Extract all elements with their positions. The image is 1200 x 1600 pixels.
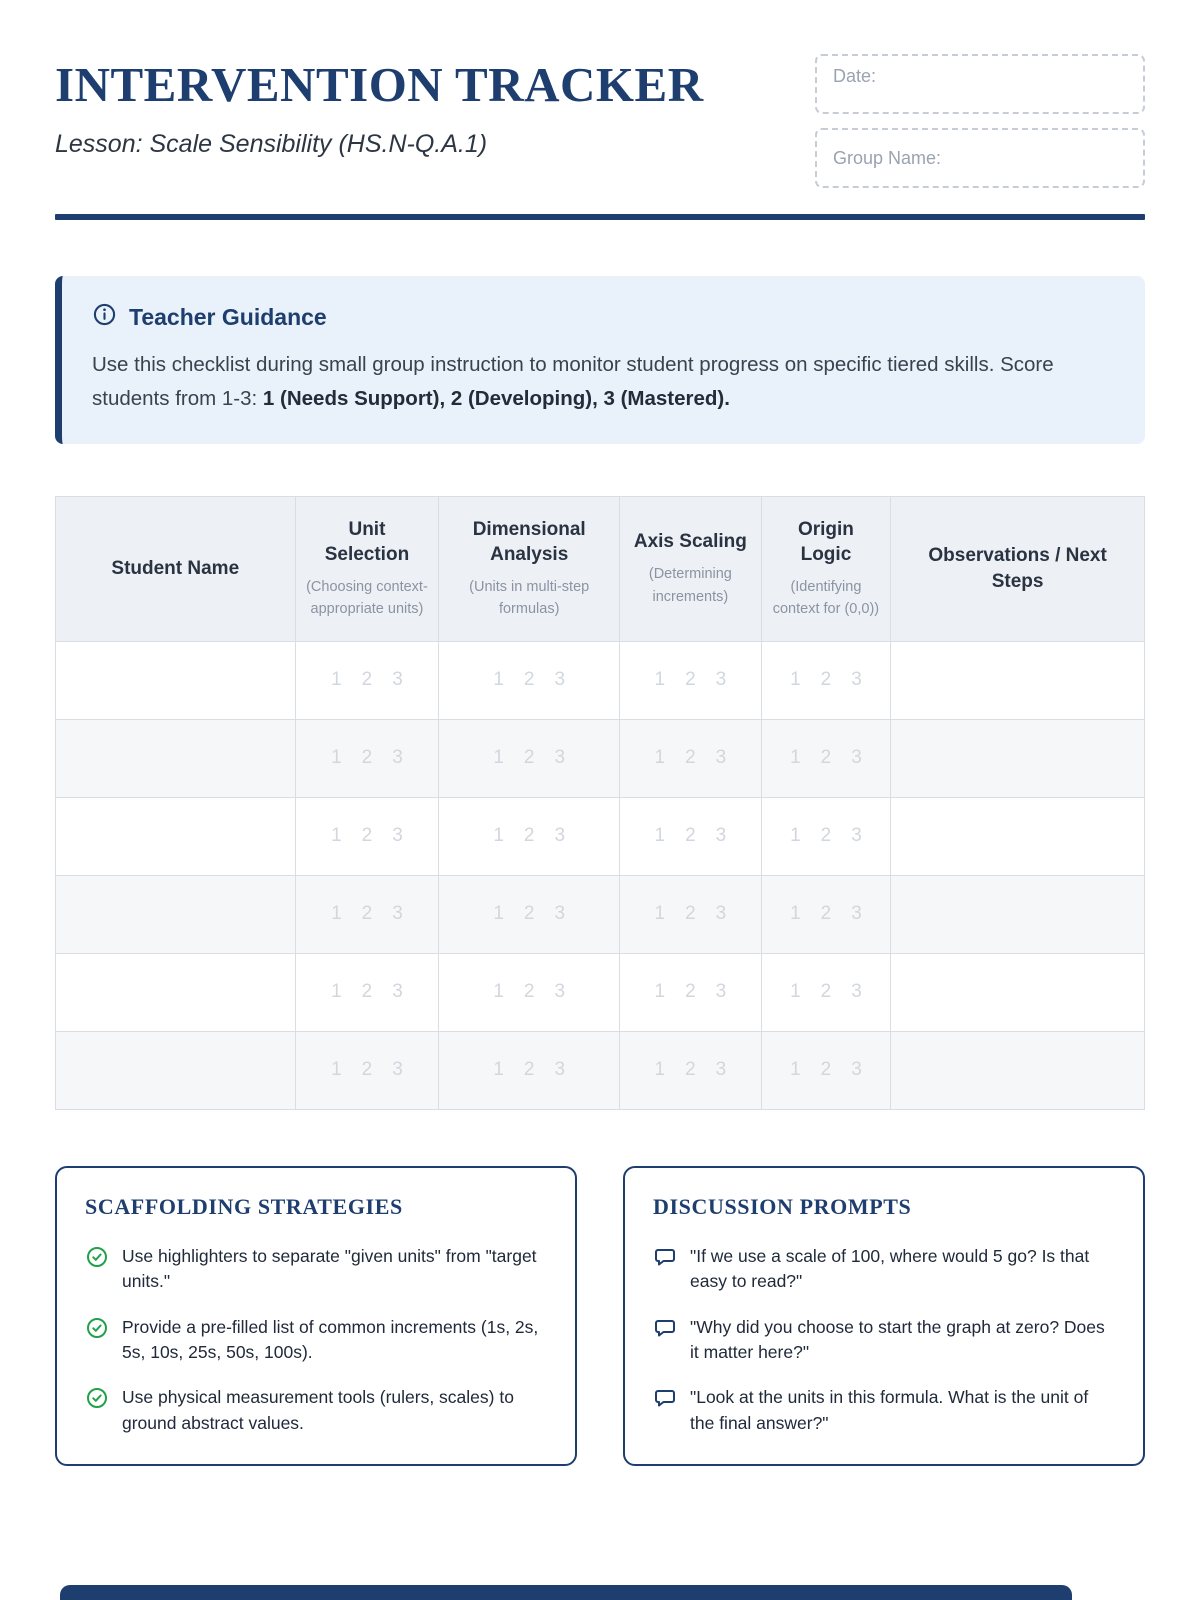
score-option-3[interactable]: 3: [715, 669, 727, 691]
score-option-1[interactable]: 1: [331, 1059, 342, 1081]
score-option-1[interactable]: 1: [654, 669, 666, 691]
unit-selection-score-cell: [295, 1031, 439, 1109]
prompts-list: [653, 1244, 1115, 1436]
score-options: [296, 747, 439, 769]
score-option-1[interactable]: 1: [331, 669, 342, 691]
score-option-3[interactable]: 3: [851, 669, 862, 691]
score-option-2[interactable]: 2: [361, 825, 373, 847]
page-title: INTERVENTION TRACKER: [55, 57, 704, 112]
score-option-1[interactable]: 1: [654, 903, 666, 925]
column-header-axis-scaling: [620, 496, 762, 641]
score-option-1[interactable]: 1: [790, 669, 801, 691]
score-option-3[interactable]: 3: [851, 825, 862, 847]
score-option-3[interactable]: 3: [715, 981, 727, 1003]
score-options: [296, 1059, 439, 1081]
date-field[interactable]: [815, 54, 1145, 114]
origin-logic-score-cell: [761, 797, 891, 875]
score-option-2[interactable]: 2: [523, 825, 535, 847]
score-option-1[interactable]: 1: [790, 825, 801, 847]
score-option-3[interactable]: 3: [392, 669, 403, 691]
score-option-2[interactable]: 2: [685, 981, 696, 1003]
score-option-2[interactable]: 2: [523, 669, 535, 691]
score-option-3[interactable]: 3: [851, 747, 862, 769]
score-options: [439, 903, 619, 925]
dimensional-analysis-score-cell: [439, 953, 620, 1031]
origin-logic-score-cell: [761, 953, 891, 1031]
score-options: [296, 981, 439, 1003]
scaffolding-item-text: Use physical measurement tools (rulers, scales) to ground abstract values.: [122, 1387, 514, 1433]
prompts-title: DISCUSSION PROMPTS: [653, 1193, 912, 1219]
dimensional-analysis-score-cell: [439, 1031, 620, 1109]
scaffolding-strategies-card: [55, 1166, 577, 1466]
score-option-2[interactable]: 2: [820, 903, 832, 925]
score-option-3[interactable]: 3: [392, 747, 403, 769]
score-option-1[interactable]: 1: [493, 1059, 504, 1081]
score-option-3[interactable]: 3: [715, 903, 727, 925]
score-options: [620, 903, 761, 925]
observations-cell[interactable]: [891, 719, 1145, 797]
score-option-2[interactable]: 2: [820, 981, 832, 1003]
axis-scaling-score-cell: [620, 719, 762, 797]
score-option-1[interactable]: 1: [790, 981, 801, 1003]
axis-scaling-score-cell: [620, 875, 762, 953]
score-option-1[interactable]: 1: [331, 981, 342, 1003]
column-header-origin-logic: [761, 496, 891, 641]
score-options: [620, 981, 761, 1003]
score-options: [620, 1059, 761, 1081]
score-option-1[interactable]: 1: [654, 981, 666, 1003]
score-options: [620, 669, 761, 691]
dimensional-analysis-score-cell: [439, 797, 620, 875]
discussion-prompt-item: [653, 1315, 1115, 1366]
score-option-2[interactable]: 2: [685, 1059, 696, 1081]
observations-cell[interactable]: [891, 641, 1145, 719]
student-row: [56, 641, 1145, 719]
score-option-2[interactable]: 2: [361, 1059, 373, 1081]
check-circle-icon: [85, 1315, 109, 1366]
score-option-2[interactable]: 2: [820, 825, 832, 847]
discussion-prompts-card: [623, 1166, 1145, 1466]
score-option-3[interactable]: 3: [851, 981, 862, 1003]
score-options: [762, 1059, 891, 1081]
discussion-prompt-item-text: "Why did you choose to start the graph at zero? Does it matter here?": [690, 1316, 1105, 1362]
discussion-prompt-item-text: "If we use a scale of 100, where would 5 go? Is that easy to read?": [690, 1245, 1090, 1292]
scaffolding-item: [85, 1244, 547, 1295]
score-option-2[interactable]: 2: [361, 747, 373, 769]
score-option-1[interactable]: 1: [493, 903, 504, 925]
observations-cell[interactable]: [891, 1031, 1145, 1109]
student-row: [56, 719, 1145, 797]
score-option-2[interactable]: 2: [361, 903, 373, 925]
score-options: [296, 825, 439, 847]
score-options: [439, 825, 619, 847]
score-option-3[interactable]: 3: [392, 825, 403, 847]
dimensional-analysis-score-cell: [439, 641, 620, 719]
unit-selection-score-cell: [295, 875, 439, 953]
student-name-cell[interactable]: [56, 719, 296, 797]
score-option-2[interactable]: 2: [361, 981, 373, 1003]
score-option-3[interactable]: 3: [554, 747, 566, 769]
score-option-2[interactable]: 2: [685, 747, 696, 769]
score-options: [439, 669, 619, 691]
header-divider: [55, 214, 1145, 220]
origin-logic-score-cell: [761, 719, 891, 797]
score-options: [762, 981, 891, 1003]
guidance-body: [92, 348, 1111, 416]
discussion-prompt-item: [653, 1385, 1115, 1436]
column-label: Unit Selection: [324, 518, 410, 566]
axis-scaling-score-cell: [620, 953, 762, 1031]
intervention-tracker-table: [55, 496, 1145, 1110]
header: [55, 58, 1145, 188]
discussion-prompt-item: [653, 1244, 1115, 1295]
score-option-1[interactable]: 1: [493, 825, 504, 847]
column-sublabel: (Identifying context for (0,0)): [772, 578, 880, 618]
table-head: [56, 496, 1145, 641]
score-option-2[interactable]: 2: [523, 981, 535, 1003]
info-icon: [92, 302, 117, 332]
scaffolding-list: [85, 1244, 547, 1436]
dimensional-analysis-score-cell: [439, 719, 620, 797]
column-sublabel: (Units in multi-step formulas): [469, 578, 590, 618]
speech-bubble-icon: [653, 1315, 677, 1366]
score-option-3[interactable]: 3: [392, 903, 403, 925]
score-option-1[interactable]: 1: [331, 825, 342, 847]
axis-scaling-score-cell: [620, 1031, 762, 1109]
scaffolding-title: SCAFFOLDING STRATEGIES: [85, 1193, 403, 1219]
score-option-3[interactable]: 3: [392, 1059, 403, 1081]
column-sublabel: (Choosing context-appropriate units): [306, 578, 428, 618]
score-option-2[interactable]: 2: [820, 1059, 832, 1081]
score-options: [762, 747, 891, 769]
column-label: Observations / Next Steps: [928, 545, 1107, 592]
group-name-field[interactable]: [815, 128, 1145, 188]
score-options: [296, 903, 439, 925]
score-options: [439, 747, 619, 769]
speech-bubble-icon: [653, 1244, 677, 1295]
score-option-2[interactable]: 2: [523, 903, 535, 925]
tracker-table-body: [56, 641, 1145, 1109]
unit-selection-score-cell: [295, 797, 439, 875]
score-option-3[interactable]: 3: [851, 903, 862, 925]
student-row: [56, 1031, 1145, 1109]
score-option-2[interactable]: 2: [685, 903, 696, 925]
score-option-1[interactable]: 1: [790, 747, 801, 769]
student-name-cell[interactable]: [56, 797, 296, 875]
axis-scaling-score-cell: [620, 641, 762, 719]
unit-selection-score-cell: [295, 641, 439, 719]
group-name-field-label: Group Name:: [833, 147, 942, 168]
student-row: [56, 875, 1145, 953]
teacher-guidance-box: [55, 276, 1145, 444]
origin-logic-score-cell: [761, 1031, 891, 1109]
axis-scaling-score-cell: [620, 797, 762, 875]
score-option-2[interactable]: 2: [685, 669, 696, 691]
observations-cell[interactable]: [891, 797, 1145, 875]
score-option-1[interactable]: 1: [493, 747, 504, 769]
unit-selection-score-cell: [295, 719, 439, 797]
observations-cell[interactable]: [891, 875, 1145, 953]
speech-bubble-icon: [653, 1385, 677, 1436]
lesson-subtitle: Lesson: Scale Sensibility (HS.N-Q.A.1): [55, 129, 488, 158]
table-header-row: [56, 496, 1145, 641]
date-field-label: Date:: [833, 66, 877, 86]
score-options: [439, 981, 619, 1003]
column-header-student-name: [56, 496, 296, 641]
score-option-3[interactable]: 3: [715, 1059, 727, 1081]
score-option-1[interactable]: 1: [331, 903, 342, 925]
student-name-cell[interactable]: [56, 1031, 296, 1109]
score-option-1[interactable]: 1: [654, 747, 666, 769]
student-row: [56, 953, 1145, 1031]
score-option-3[interactable]: 3: [715, 825, 727, 847]
header-fields: [815, 54, 1145, 188]
score-option-1[interactable]: 1: [331, 747, 342, 769]
scaffolding-item: [85, 1385, 547, 1436]
discussion-prompt-item-text: "Look at the units in this formula. What is the unit of the final answer?": [690, 1387, 1089, 1433]
score-option-1[interactable]: 1: [654, 825, 666, 847]
header-text: [55, 58, 704, 159]
score-option-2[interactable]: 2: [523, 747, 535, 769]
guidance-scoring-key: 1 (Needs Support), 2 (Developing), 3 (Mastered).: [262, 386, 730, 410]
score-option-3[interactable]: 3: [392, 981, 403, 1003]
score-options: [620, 747, 761, 769]
student-name-cell[interactable]: [56, 641, 296, 719]
scaffolding-item-text: Provide a pre-filled list of common increments (1s, 2s, 5s, 10s, 25s, 50s, 100s).: [122, 1316, 539, 1362]
score-options: [762, 825, 891, 847]
score-option-2[interactable]: 2: [820, 669, 832, 691]
score-option-3[interactable]: 3: [554, 669, 566, 691]
score-option-1[interactable]: 1: [790, 1059, 801, 1081]
column-header-observations: [891, 496, 1145, 641]
column-label: Axis Scaling: [633, 531, 747, 553]
score-options: [762, 669, 891, 691]
column-header-dimensional-analysis: [439, 496, 620, 641]
score-option-3[interactable]: 3: [554, 981, 566, 1003]
score-options: [296, 669, 439, 691]
score-option-3[interactable]: 3: [851, 1059, 862, 1081]
origin-logic-score-cell: [761, 641, 891, 719]
score-option-2[interactable]: 2: [523, 1059, 535, 1081]
score-option-1[interactable]: 1: [790, 903, 801, 925]
student-name-cell[interactable]: [56, 953, 296, 1031]
score-option-3[interactable]: 3: [715, 747, 727, 769]
column-header-unit-selection: [295, 496, 439, 641]
guidance-body-text: Use this checklist during small group instruction to monitor student progress on specific tiered skills. Score students from 1-3:: [92, 353, 1054, 410]
column-label: Origin Logic: [797, 518, 854, 566]
check-circle-icon: [85, 1244, 109, 1295]
score-option-3[interactable]: 3: [554, 1059, 566, 1081]
column-label: Student Name: [111, 557, 240, 579]
column-label: Dimensional Analysis: [472, 518, 586, 566]
score-option-2[interactable]: 2: [685, 825, 696, 847]
observations-cell[interactable]: [891, 953, 1145, 1031]
student-row: [56, 797, 1145, 875]
footer-bar: [60, 1585, 1072, 1600]
score-options: [762, 903, 891, 925]
guidance-title-row: [92, 302, 1111, 332]
score-options: [620, 825, 761, 847]
score-option-3[interactable]: 3: [554, 903, 566, 925]
check-circle-icon: [85, 1385, 109, 1436]
unit-selection-score-cell: [295, 953, 439, 1031]
origin-logic-score-cell: [761, 875, 891, 953]
column-sublabel: (Determining increments): [648, 566, 732, 605]
score-options: [439, 1059, 619, 1081]
score-option-2[interactable]: 2: [361, 669, 373, 691]
score-option-2[interactable]: 2: [820, 747, 832, 769]
student-name-cell[interactable]: [56, 875, 296, 953]
score-option-3[interactable]: 3: [554, 825, 566, 847]
scaffolding-item-text: Use highlighters to separate "given units" from "target units.": [122, 1245, 537, 1292]
score-option-1[interactable]: 1: [493, 669, 504, 691]
score-option-1[interactable]: 1: [654, 1059, 666, 1081]
scaffolding-item: [85, 1315, 547, 1366]
dimensional-analysis-score-cell: [439, 875, 620, 953]
bottom-cards: [55, 1166, 1145, 1466]
guidance-title: Teacher Guidance: [129, 303, 327, 330]
score-option-1[interactable]: 1: [493, 981, 504, 1003]
